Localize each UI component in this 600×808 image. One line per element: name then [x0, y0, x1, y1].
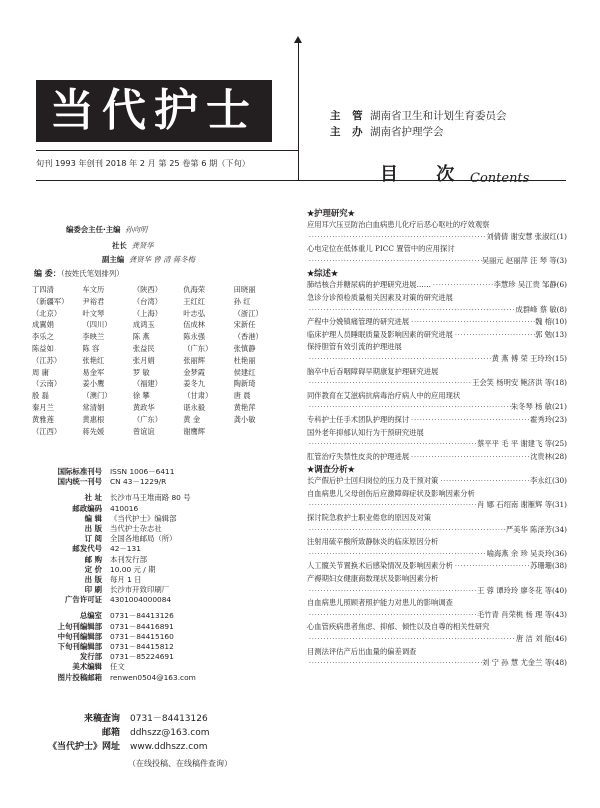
toc-entry-authors: 李慧珍 吴江贵 邹静(6) [493, 280, 567, 290]
toc-entry-title: 目测法评估产后出血量的偏差调查 [307, 646, 417, 656]
toc-entry[interactable] [307, 366, 567, 389]
toc-entry-authors: 王会笑 杨明安 鲍济洪 等(18) [472, 378, 567, 388]
leader-dots [307, 439, 477, 451]
board-row [32, 426, 284, 438]
toc-entry[interactable] [307, 329, 567, 341]
board-member: 龚小敏 [233, 414, 256, 424]
board-member: 黄惠根 [82, 414, 105, 424]
toc-entry-authors: 刘倩倩 谢安慧 张淑红(1) [486, 231, 567, 241]
submission-row: 来稿查询 0731－84413126 [83, 714, 208, 724]
toc-entry-line [307, 353, 567, 365]
info-group [40, 493, 290, 605]
toc-entry-authors: 霍秀玲(23) [530, 414, 567, 424]
toc-entry[interactable] [307, 597, 567, 620]
toc-entry[interactable] [307, 219, 567, 242]
board-member: 陈永强 [183, 332, 206, 342]
toc-entry-title: 探讨院急救护士职业倦怠的原因及对策 [307, 513, 432, 523]
board-member: （云南） [32, 379, 62, 389]
info-row [40, 467, 290, 477]
board-row [32, 390, 284, 402]
board-title: 编 委：（按姓氏笔划排列） [34, 269, 124, 278]
leader-dots [409, 452, 530, 464]
board-member: 仇海荣 [183, 285, 206, 294]
toc-entry-line [307, 316, 567, 328]
info-row [40, 544, 290, 554]
toc-entry-title: 临床护理人员睡眠质量及影响因素的研究进展 [307, 329, 453, 339]
board-member: 易金军 [82, 367, 105, 377]
board-member: 侯建红 [233, 367, 256, 377]
header-rule [36, 180, 566, 181]
info-value: CN 43－1229/R [110, 477, 167, 487]
board-member: 殷 磊 [32, 391, 49, 401]
toc-entry[interactable] [307, 451, 567, 463]
toc-entry-authors: 肖 娜 石绍南 谢雁辉 等(31) [477, 500, 567, 510]
toc-entry-line [307, 329, 567, 341]
toc-entry-title: 自血病患儿父母创伤后应激障碍症状及影响因素分析 [307, 488, 475, 498]
toc-section-title: 综述 [314, 268, 331, 279]
info-row [40, 611, 290, 621]
toc-entry[interactable] [307, 536, 567, 559]
board-member: 曾谊谊 [132, 426, 155, 436]
toc-entry-authors: 严美华 陈泽芳(34) [505, 524, 567, 534]
toc-entry-line [307, 255, 567, 267]
chief-editor: 编委会主任·主编 孙向明 [66, 225, 148, 234]
toc-entry-authors: 朱冬琴 杨 敏(21) [510, 402, 567, 412]
board-member: 张慎静 [233, 343, 256, 353]
board-member: 唐 晨 [233, 391, 251, 401]
leader-dots [307, 305, 516, 317]
star-icon: ★ [307, 464, 315, 475]
toc-entry[interactable] [307, 316, 567, 328]
board-member: 宋新任 [233, 320, 256, 330]
submission-info [40, 712, 290, 769]
board-member: 姜小鹰 [82, 379, 105, 389]
toc-entry-authors: 魏 榕(10) [535, 317, 567, 327]
info-value: 全国各地邮局（所） [110, 534, 177, 544]
leader-dots [307, 610, 477, 622]
toc-entry-authors: 毛竹青 肖荣桃 杨 理 等(43) [477, 609, 567, 619]
toc-section-title: 护理研究 [314, 208, 348, 218]
table-of-contents [307, 206, 567, 670]
toc-entry-line [307, 451, 567, 463]
toc-entry-title: 心血管疾病患者焦虑、抑郁、倾性以及自尊的相关性研究 [307, 622, 490, 632]
toc-entry-authors: 李永红(30) [530, 476, 567, 486]
leader-dots [307, 354, 492, 366]
toc-entry-line [307, 475, 567, 487]
editorial-board [32, 284, 284, 437]
toc-entry[interactable] [307, 390, 567, 413]
issue-info: 旬刊 1993 年创刊 2018 年 2 月 第 25 卷第 6 期（下旬） [36, 158, 250, 168]
board-member: 李乐之 [32, 332, 54, 342]
board-member: 黄艳萍 [233, 402, 256, 412]
board-member: 张艳红 [82, 355, 105, 365]
info-value: 0731－84413126 [110, 611, 174, 621]
star-icon: ★ [307, 208, 315, 218]
toc-entry-authors: 喻海燕 余 珍 吴炎玲(36) [486, 548, 567, 558]
toc-entry-title: 心电定位在低体重儿 PICC 置管中的应用探讨 [307, 244, 455, 254]
toc-entry[interactable] [307, 427, 567, 450]
info-row [40, 477, 290, 487]
info-row [40, 585, 290, 595]
info-label: 上旬刊编辑部 [57, 621, 102, 631]
info-row [40, 622, 290, 632]
board-member: 田晓丽 [233, 285, 256, 294]
board-row [32, 319, 284, 331]
toc-entry-title: 急诊分诊预检质量相关因素及对策的研究进展 [307, 292, 453, 302]
toc-entry[interactable] [307, 621, 567, 644]
board-member: （上海） [132, 308, 162, 318]
toc-entry-authors: 王 蓉 谭玲玲 廖冬花 等(40) [477, 585, 567, 595]
toc-entry-line [307, 279, 567, 291]
board-member: 陈 容 [82, 343, 100, 353]
star-icon: ★ [347, 464, 355, 475]
toc-entry[interactable] [307, 279, 567, 291]
info-value: 0731－84415812 [110, 642, 174, 651]
info-label: 定 价 [84, 564, 102, 574]
toc-entry[interactable] [307, 341, 567, 364]
info-value: 0731－84416891 [110, 621, 174, 631]
info-label: 国内统一刊号 [57, 477, 102, 487]
toc-entry-line [307, 633, 567, 645]
star-icon: ★ [330, 268, 339, 279]
vertical-rule [298, 40, 299, 180]
info-value: 本刊发行部 [110, 554, 147, 564]
info-value: 0731－84415160 [110, 631, 174, 641]
board-member: 姜冬九 [183, 379, 206, 389]
board-member: 黄政华 [132, 402, 155, 412]
info-label: 订 阅 [84, 534, 102, 544]
toc-entry-title: 肺结核合并糖尿病的护理研究进展…… [307, 280, 432, 290]
info-value: 当代护士杂志社 [110, 523, 162, 533]
board-member: 秦月兰 [32, 402, 54, 412]
board-member: （福建） [132, 379, 162, 389]
board-row [32, 414, 284, 426]
star-icon: ★ [307, 268, 315, 279]
leader-dots [453, 561, 530, 573]
info-row [40, 493, 290, 503]
toc-entry-title: 产程中分娩镇痛管理的研究进展 [307, 317, 410, 327]
toc-entry-authors: 刘 宁 孙 慧 尤金兰 等(48) [482, 658, 567, 668]
leader-dots [307, 256, 482, 268]
info-value: 长沙市开致印刷厂 [110, 585, 170, 595]
toc-entry-authors: 成群峰 蔡 敏(8) [515, 304, 567, 314]
info-row [40, 642, 290, 652]
board-member: 罗 敏 [132, 367, 150, 377]
info-value: 每月 1 日 [110, 574, 142, 584]
toc-entry-title: 保持胆管有效引流的护理进展 [307, 342, 402, 352]
leader-dots [307, 549, 487, 561]
info-value: 0731－85224691 [110, 652, 174, 662]
board-member: （新疆军） [32, 296, 69, 306]
info-value: 10.00 元 / 期 [110, 564, 156, 574]
board-member: （广东） [132, 414, 162, 424]
toc-entry[interactable] [307, 488, 567, 511]
toc-section-heading [307, 267, 567, 279]
info-row [40, 673, 290, 683]
board-member: （北京） [32, 308, 62, 318]
toc-entry-title: 注射用硫辛酸所致静脉炎的临床原因分析 [307, 537, 439, 547]
toc-entry-title: 应用耳穴压豆防治白血病患儿化疗后恶心呕吐的疗效观察 [307, 220, 490, 229]
toc-entry[interactable] [307, 560, 567, 572]
info-label: 邮发代号 [72, 544, 102, 554]
toc-title-en: Contents [470, 171, 530, 186]
journal-logo: 当代护士 [50, 85, 258, 136]
toc-entry-line [307, 548, 567, 560]
sponsor-row: 主 管 湖南省卫生和计划生育委员会 [330, 110, 507, 122]
board-member: 叶文琴 [82, 308, 105, 318]
toc-entry[interactable] [307, 292, 567, 315]
leader-dots [307, 658, 482, 670]
board-member: 金梦霞 [183, 367, 206, 377]
board-member: （浙江） [233, 308, 263, 318]
board-row [32, 308, 284, 320]
board-member: （香港） [233, 332, 263, 342]
leader-dots [438, 476, 530, 488]
board-member: 张益民 [132, 343, 155, 353]
toc-entry-line [307, 560, 567, 572]
info-row [40, 632, 290, 642]
info-row [40, 504, 290, 514]
leader-dots [453, 330, 535, 342]
info-value: 任文 [110, 662, 125, 672]
star-icon: ★ [347, 208, 355, 218]
info-value: renwen0504@163.com [110, 672, 196, 682]
board-member: 谢鹰辉 [183, 426, 206, 436]
toc-entry-line [307, 231, 567, 243]
leader-dots [307, 402, 511, 414]
toc-entry-line [307, 414, 567, 426]
info-label: 印 刷 [84, 585, 102, 595]
toc-section-title: 调查分析 [314, 464, 348, 475]
board-member: 成鸿玉 [132, 320, 155, 330]
info-value: 《当代护士》编辑部 [110, 513, 177, 523]
board-member: （四川） [82, 320, 112, 330]
toc-entry-title: 肛管治疗失禁性皮炎的护理进展 [307, 451, 410, 461]
info-row [40, 524, 290, 534]
toc-entry[interactable] [307, 573, 567, 596]
board-member: 李映兰 [82, 332, 105, 342]
info-label: 出 版 [84, 523, 102, 533]
board-row [32, 331, 284, 343]
info-row [40, 595, 290, 605]
submission-row: 《当代护士》网址 www.ddhszz.com [47, 742, 208, 752]
board-member: 叶志弘 [183, 308, 206, 318]
board-member: （江苏） [32, 355, 62, 365]
deputy-editors: 副主编 龚贤华 曾 清 蒋冬梅 [102, 255, 196, 264]
toc-section-heading [307, 207, 567, 219]
board-member: （澳门） [82, 391, 112, 401]
toc-entry-title: 专科护士任手术团队护理的探讨 [307, 414, 410, 424]
submission-note: （在线投稿、在线稿件查询） [128, 759, 232, 768]
toc-entry-line [307, 657, 567, 669]
board-member: 孙 红 [233, 296, 251, 306]
info-label: 广告许可证 [65, 595, 102, 605]
toc-entry[interactable] [307, 414, 567, 426]
toc-entry-authors: 沈贵林(28) [530, 451, 567, 461]
toc-entry-title: 自血病患儿照顾者照护能力对患儿的影响调查 [307, 598, 453, 608]
masthead [36, 80, 272, 142]
leader-dots [307, 634, 516, 646]
toc-entry-line [307, 304, 567, 316]
info-label: 编 辑 [84, 513, 102, 523]
sponsor-row: 主 办 湖南省护理学会 [330, 126, 444, 138]
toc-entry-line [307, 585, 567, 597]
toc-entry-authors: 黄 燕 傅 荣 王玲玲(15) [491, 353, 567, 363]
info-label: 社 址 [84, 493, 102, 503]
toc-entry-line [307, 524, 567, 536]
board-row [32, 343, 284, 355]
board-member: （广东） [183, 343, 213, 353]
info-label: 发行部 [79, 652, 102, 662]
info-value: 410016 [110, 503, 139, 513]
info-row [40, 514, 290, 524]
board-member: 张丽辉 [183, 355, 206, 365]
info-value: 42－131 [110, 544, 141, 554]
board-member: 王红红 [183, 296, 206, 306]
board-member: 周 庸 [32, 367, 49, 377]
toc-entry-authors: 苏珊珊(38) [530, 561, 567, 571]
board-member: 陈 燕 [132, 332, 150, 342]
board-row [32, 402, 284, 414]
board-member: 黄雅莲 [32, 414, 54, 424]
board-member: 尹裕君 [82, 296, 105, 306]
info-label: 美术编辑 [72, 662, 102, 672]
board-row [32, 296, 284, 308]
leader-dots [307, 586, 477, 598]
leader-dots [409, 317, 535, 329]
board-member: 车文历 [82, 285, 105, 294]
board-member: 陶新琦 [233, 379, 256, 389]
toc-entry-line [307, 377, 567, 389]
board-member: 谌永毅 [183, 402, 206, 412]
submission-row: 邮箱 ddhszz@163.com [101, 728, 210, 738]
info-value: 4301004000084 [110, 595, 172, 605]
toc-entry-line [307, 401, 567, 413]
board-member: （台湾） [132, 296, 162, 306]
president: 社长 龚贤华 [112, 241, 154, 250]
toc-entry[interactable] [307, 243, 567, 266]
info-label: 下旬刊编辑部 [57, 642, 102, 651]
info-row [40, 555, 290, 565]
leader-dots [307, 525, 506, 537]
toc-entry[interactable] [307, 475, 567, 487]
info-label: 出 版 [84, 574, 102, 584]
board-member: 成翼娟 [32, 320, 54, 330]
toc-entry-title: 同伴教育在艾滋病抗病毒治疗病人中的应用现状 [307, 390, 461, 400]
leader-dots [307, 232, 486, 244]
board-member: 陈益如 [32, 343, 54, 353]
leader-dots [307, 378, 472, 390]
info-label: 国际标准刊号 [57, 467, 102, 476]
toc-entry-title: 长产假后护士回归岗位的压力及干预对策 [307, 476, 439, 486]
leader-dots [409, 415, 530, 427]
arrow-up-icon [294, 36, 302, 43]
info-label: 中旬刊编辑部 [57, 631, 102, 641]
toc-entry-authors: 郭 勉(13) [535, 329, 567, 339]
info-value: 长沙市马王堆南路 80 号 [110, 493, 191, 503]
board-member: 常清娟 [82, 402, 105, 412]
board-member: 蒋先媛 [82, 426, 105, 436]
board-member: 伍成林 [183, 320, 206, 330]
toc-entry[interactable] [307, 512, 567, 535]
info-label: 图片投稿邮箱 [57, 672, 102, 682]
toc-entry-authors: 唐 洁 刘 能(46) [515, 634, 567, 643]
board-row [32, 367, 284, 379]
toc-entry-line [307, 499, 567, 511]
sponsors [330, 108, 507, 140]
info-row [40, 662, 290, 672]
publication-info [40, 467, 290, 683]
board-member: （江西） [32, 426, 62, 436]
toc-entry-authors: 蔡平平 毛 平 谢建飞 等(25) [477, 439, 567, 449]
toc-section-heading [307, 463, 567, 475]
info-row [40, 534, 290, 544]
info-label: 邮 购 [84, 554, 102, 564]
info-group [40, 611, 290, 682]
toc-entry-title: 人工髋关节置换术后感染情况及影响因素分析 [307, 561, 453, 571]
leader-dots [431, 280, 494, 292]
info-label: 总编室 [79, 611, 102, 621]
board-row [32, 378, 284, 390]
info-value: ISSN 1006－6411 [110, 467, 175, 476]
toc-entry-title: 国外老年抑郁认知行为干预研究进展 [307, 427, 424, 437]
board-member: （甘肃） [183, 391, 213, 401]
board-member: 张月娟 [132, 355, 155, 365]
board-member: 黄 金 [183, 414, 201, 424]
board-row [32, 355, 284, 367]
toc-entry-line [307, 438, 567, 450]
toc-entry-title: 产褥期妇女健康商数现状及影响因素分析 [307, 574, 439, 584]
board-member: （陕西） [132, 285, 162, 294]
board-member: 丁四清 [32, 285, 54, 294]
info-label: 邮政编码 [72, 503, 102, 513]
board-member [234, 426, 284, 438]
masthead-rule [36, 150, 298, 151]
info-row [40, 652, 290, 662]
board-row [32, 284, 284, 296]
leader-dots [307, 500, 477, 512]
toc-entry-authors: 吴丽元 赵丽萍 汪 琴 等(3) [481, 255, 567, 265]
toc-entry-title: 脑卒中后吞咽障碍早期康复护理研究进展 [307, 366, 439, 376]
board-member: 徐 攀 [132, 391, 150, 401]
info-row [40, 575, 290, 585]
board-member: 杜艳丽 [233, 355, 256, 365]
info-row [40, 565, 290, 575]
toc-entry[interactable] [307, 646, 567, 669]
info-group [40, 467, 290, 487]
toc-title: 目 次 [380, 164, 471, 185]
toc-entry-line [307, 609, 567, 621]
